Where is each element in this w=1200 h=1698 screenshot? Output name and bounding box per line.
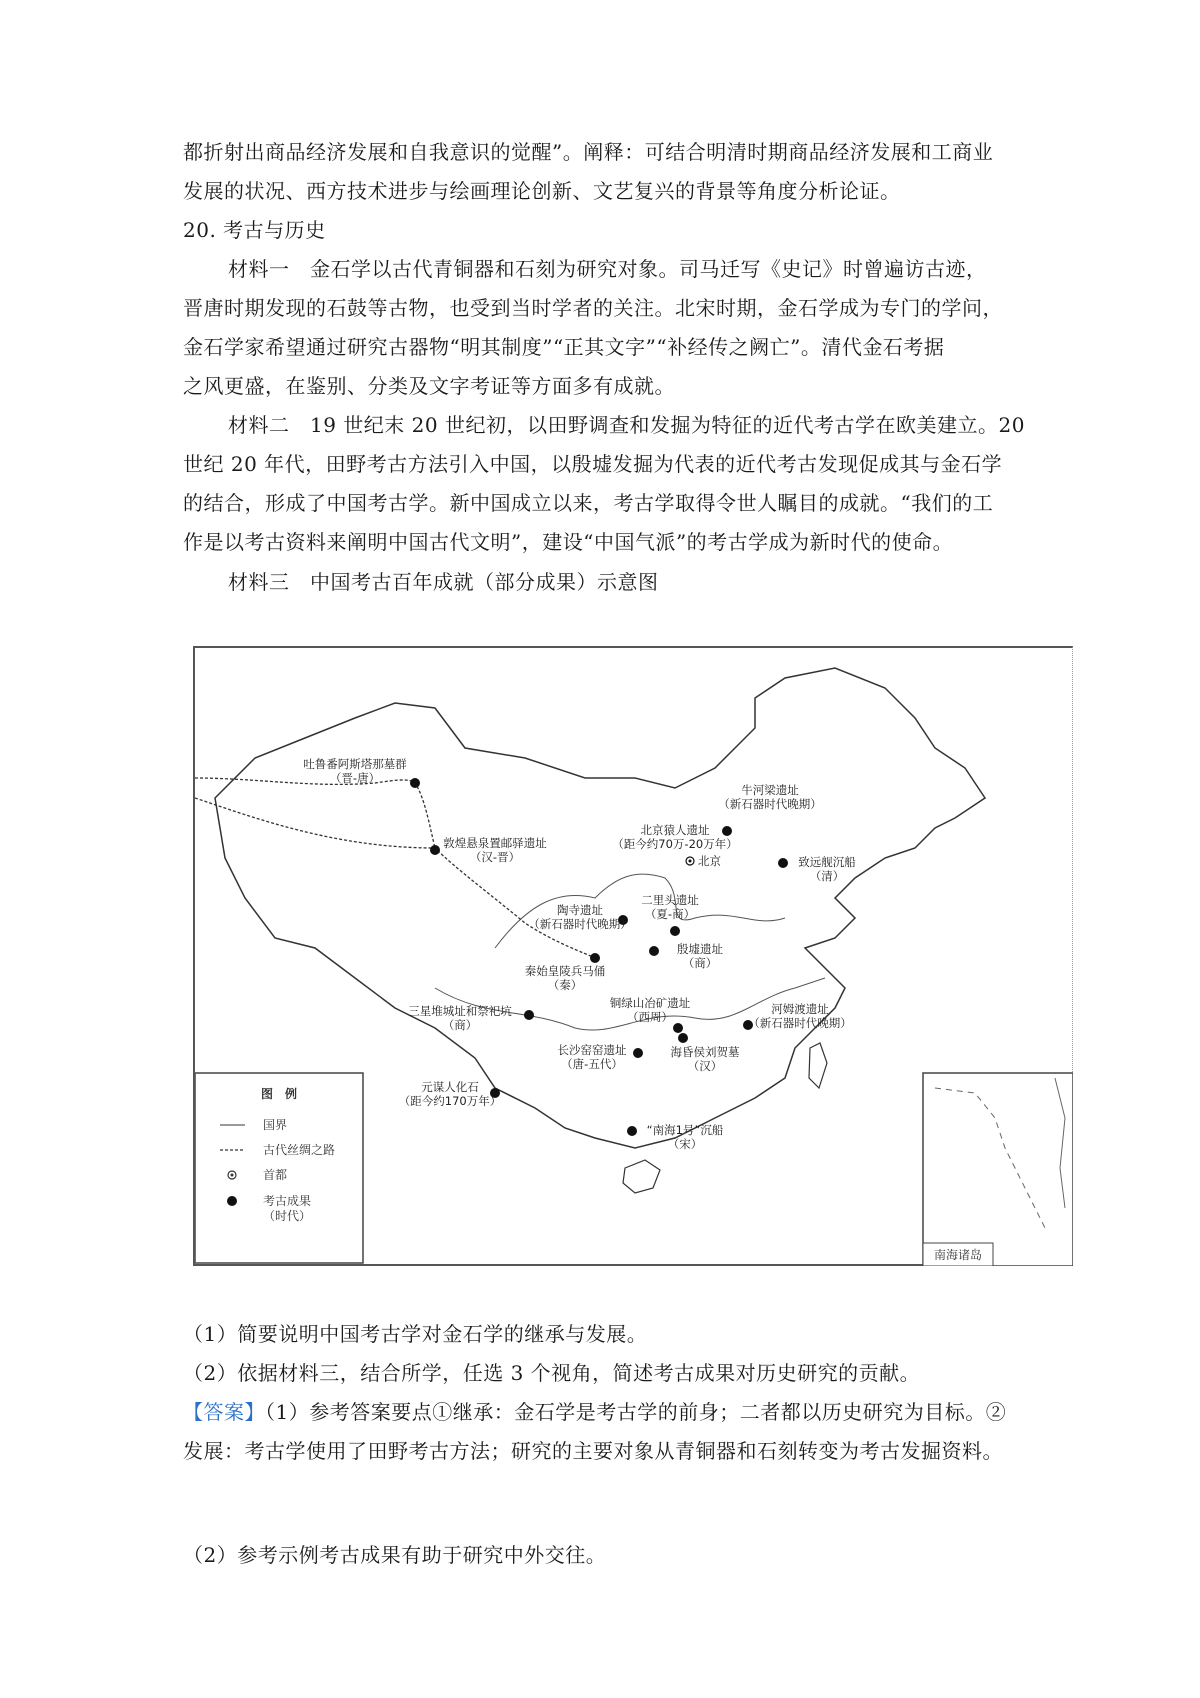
text-line: 材料二 19 世纪末 20 世纪初，以田野调查和发掘为特征的近代考古学在欧美建立。20: [228, 413, 1025, 437]
svg-text:（唐-五代）: （唐-五代）: [561, 1057, 623, 1071]
text-line: （2）参考示例考古成果有助于研究中外交往。: [183, 1543, 607, 1567]
answer-line: [183, 1399, 1006, 1425]
site-taosi: [528, 903, 632, 931]
svg-text:殷墟遗址: 殷墟遗址: [677, 942, 723, 956]
svg-text:古代丝绸之路: 古代丝绸之路: [263, 1143, 336, 1157]
svg-text:元谋人化石: 元谋人化石: [421, 1080, 479, 1094]
text-line: 发展的状况、西方技术进步与绘画理论创新、文艺复兴的背景等角度分析论证。: [183, 179, 901, 203]
text-line: 金石学家希望通过研究古器物“明其制度”“正其文字”“补经传之阙亡”。清代金石考据: [183, 335, 945, 359]
site-niuheliang: [718, 783, 822, 836]
svg-text:（新石器时代晚期）: （新石器时代晚期）: [718, 797, 822, 811]
question-2: （2）依据材料三，结合所学，任选 3 个视角，简述考古成果对历史研究的贡献。: [183, 1361, 921, 1385]
svg-text:考古成果: 考古成果: [263, 1194, 312, 1208]
svg-text:牛河梁遗址: 牛河梁遗址: [741, 783, 799, 797]
svg-text:海昏侯刘贺墓: 海昏侯刘贺墓: [670, 1045, 740, 1059]
svg-text:首都: 首都: [263, 1168, 288, 1182]
svg-text:吐鲁番阿斯塔那墓群: 吐鲁番阿斯塔那墓群: [303, 757, 407, 771]
site-turpan: [303, 757, 420, 788]
svg-text:“南海1号”沉船: “南海1号”沉船: [646, 1123, 724, 1137]
south-china-sea-inset: [923, 1073, 1073, 1266]
capital-beijing: [686, 854, 721, 868]
svg-text:（宋）: （宋）: [667, 1137, 703, 1151]
hainan-island: [623, 1160, 660, 1193]
svg-text:（新石器时代晚期）: （新石器时代晚期）: [748, 1016, 852, 1030]
svg-text:河姆渡遗址: 河姆渡遗址: [771, 1002, 829, 1016]
site-sanxingdui: [408, 1004, 534, 1032]
svg-text:三星堆城址和祭祀坑: 三星堆城址和祭祀坑: [408, 1004, 512, 1018]
svg-text:国界: 国界: [263, 1118, 288, 1132]
svg-text:北京猿人遗址: 北京猿人遗址: [640, 823, 710, 837]
svg-text:敦煌悬泉置邮驿遗址: 敦煌悬泉置邮驿遗址: [443, 836, 547, 850]
svg-text:（清）: （清）: [809, 869, 845, 883]
svg-text:（新石器时代晚期）: （新石器时代晚期）: [528, 917, 632, 931]
svg-text:铜绿山冶矿遗址: 铜绿山冶矿遗址: [609, 996, 691, 1010]
site-yinxu: [649, 942, 723, 970]
svg-text:南海诸岛: 南海诸岛: [933, 1248, 983, 1262]
site-zhiyuan: [778, 855, 856, 883]
question-title: 20. 考古与历史: [183, 218, 326, 242]
svg-text:（商）: （商）: [682, 956, 718, 970]
text-line: 都折射出商品经济发展和自我意识的觉醒”。阐释：可结合明清时期商品经济发展和工商业: [183, 140, 994, 164]
text-line: 世纪 20 年代，田野考古方法引入中国，以殷墟发掘为代表的近代考古发现促成其与金石学: [183, 452, 1003, 476]
site-haihunhou: [671, 1033, 740, 1073]
map-legend: [195, 1073, 363, 1263]
svg-text:秦始皇陵兵马俑: 秦始皇陵兵马俑: [524, 964, 606, 978]
svg-text:长沙窑窑遗址: 长沙窑窑遗址: [557, 1043, 627, 1057]
silk-road: [195, 778, 595, 958]
svg-text:北京: 北京: [698, 854, 721, 868]
answer-text: （1）参考答案要点①继承：金石学是考古学的前身；二者都以历史研究为目标。②: [265, 1400, 1007, 1424]
site-dunhuang: [430, 836, 547, 864]
answer-tag: 【答案】: [183, 1400, 265, 1424]
site-tonglushan: [610, 996, 691, 1033]
svg-text:（商）: （商）: [442, 1018, 478, 1032]
yellow-river: [495, 874, 785, 948]
text-line: 之风更盛，在鉴别、分类及文字考证等方面多有成就。: [183, 374, 675, 398]
svg-text:（时代）: （时代）: [263, 1209, 312, 1223]
svg-text:致远舰沉船: 致远舰沉船: [798, 855, 856, 869]
svg-text:（西周）: （西周）: [627, 1010, 673, 1024]
taiwan-island: [809, 1043, 827, 1088]
site-yuanmou: [399, 1080, 501, 1108]
text-line: 晋唐时期发现的石鼓等古物，也受到当时学者的关注。北宋时期，金石学成为专门的学问，: [183, 296, 1003, 320]
site-terracotta: [525, 953, 606, 992]
text-line: 作是以考古资料来阐明中国古代文明”，建设“中国气派”的考古学成为新时代的使命。: [183, 530, 954, 554]
site-changsha-kiln: [558, 1043, 644, 1071]
svg-text:（距今约70万-20万年）: （距今约70万-20万年）: [612, 837, 738, 851]
svg-text:二里头遗址: 二里头遗址: [641, 893, 699, 907]
site-erlitou: [641, 893, 699, 936]
site-peking-man: [612, 823, 737, 851]
svg-text:陶寺遗址: 陶寺遗址: [557, 903, 603, 917]
svg-text:（汉-晋）: （汉-晋）: [469, 850, 521, 864]
svg-text:（汉）: （汉）: [687, 1059, 723, 1073]
figure-caption: 材料三 中国考古百年成就（部分成果）示意图: [228, 570, 659, 594]
text-line: 发展：考古学使用了田野考古方法；研究的主要对象从青铜器和石刻转变为考古发掘资料。: [183, 1439, 1003, 1463]
china-archaeology-map: [193, 646, 1073, 1266]
svg-text:（晋-唐）: （晋-唐）: [329, 771, 381, 785]
svg-text:（夏-商）: （夏-商）: [644, 907, 696, 921]
question-1: （1）简要说明中国考古学对金石学的继承与发展。: [183, 1322, 648, 1346]
svg-text:图 例: 图 例: [260, 1087, 298, 1101]
svg-text:（秦）: （秦）: [547, 978, 583, 992]
text-line: 材料一 金石学以古代青铜器和石刻为研究对象。司马迁写《史记》时曾遍访古迹，: [228, 257, 987, 281]
text-line: 的结合，形成了中国考古学。新中国成立以来，考古学取得令世人瞩目的成就。“我们的工: [183, 491, 994, 515]
svg-text:（距今约170万年）: （距今约170万年）: [398, 1094, 502, 1108]
